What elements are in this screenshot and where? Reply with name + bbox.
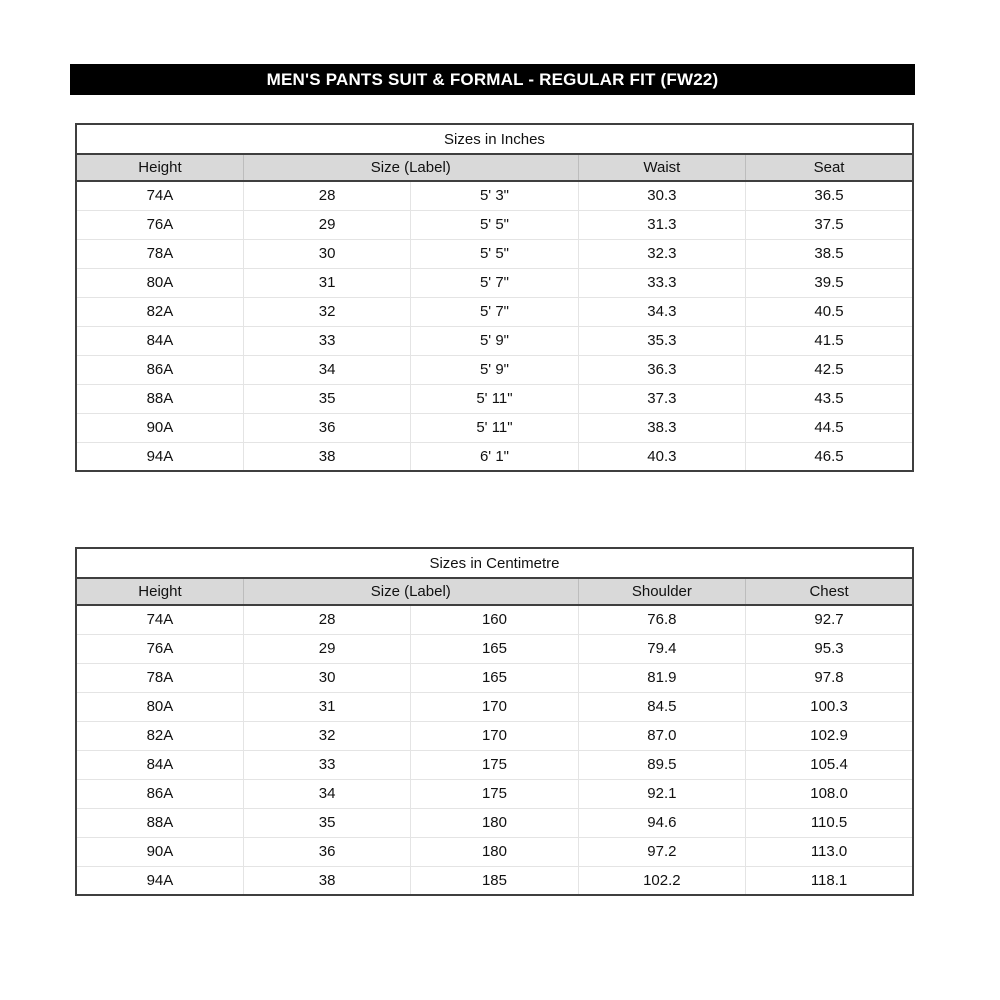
table-cell: 95.3 [746, 634, 913, 663]
table-cell: 165 [411, 663, 578, 692]
column-header-waist: Waist [578, 154, 745, 181]
table-cell: 110.5 [746, 808, 913, 837]
table-cell: 31 [243, 268, 410, 297]
table-row [76, 268, 913, 297]
table-cell: 76.8 [578, 605, 745, 634]
table-cell: 36 [243, 413, 410, 442]
column-header-chest: Chest [746, 578, 913, 605]
table-cell: 175 [411, 750, 578, 779]
table-row [76, 750, 913, 779]
table-row [76, 442, 913, 471]
table-cell: 88A [76, 808, 243, 837]
table-cell: 113.0 [746, 837, 913, 866]
table-cell: 78A [76, 239, 243, 268]
table-cell: 38.3 [578, 413, 745, 442]
table-cell: 36.3 [578, 355, 745, 384]
column-header-size-label: Size (Label) [243, 578, 578, 605]
table-cell: 94.6 [578, 808, 745, 837]
table-title: Sizes in Inches [76, 124, 913, 154]
table-cell: 105.4 [746, 750, 913, 779]
table-cell: 86A [76, 779, 243, 808]
table-cell: 30 [243, 239, 410, 268]
table-header-row [76, 154, 913, 181]
table-cell: 160 [411, 605, 578, 634]
table-cell: 46.5 [746, 442, 913, 471]
table-cell: 76A [76, 634, 243, 663]
table-cell: 81.9 [578, 663, 745, 692]
table-cell: 29 [243, 634, 410, 663]
table-cell: 30.3 [578, 181, 745, 210]
table-cell: 5' 3" [411, 181, 578, 210]
table-row [76, 692, 913, 721]
table-cell: 35 [243, 384, 410, 413]
table-cell: 35 [243, 808, 410, 837]
table-cell: 38.5 [746, 239, 913, 268]
table-cell: 29 [243, 210, 410, 239]
table-row [76, 808, 913, 837]
table-cell: 170 [411, 692, 578, 721]
table-cell: 84A [76, 326, 243, 355]
table-cell: 30 [243, 663, 410, 692]
table-cell: 87.0 [578, 721, 745, 750]
table-title-row [76, 124, 913, 154]
table-cell: 90A [76, 413, 243, 442]
table-cell: 37.3 [578, 384, 745, 413]
table-cell: 28 [243, 605, 410, 634]
table-row [76, 384, 913, 413]
table-cell: 44.5 [746, 413, 913, 442]
table-cell: 5' 7" [411, 297, 578, 326]
table-body [76, 605, 913, 895]
table-cell: 80A [76, 692, 243, 721]
column-header-height: Height [76, 154, 243, 181]
table-cell: 5' 9" [411, 355, 578, 384]
table-cell: 33 [243, 326, 410, 355]
sizes-in-centimetre-table [75, 547, 914, 896]
table-cell: 38 [243, 866, 410, 895]
table-cell: 165 [411, 634, 578, 663]
table-cell: 42.5 [746, 355, 913, 384]
table-row [76, 181, 913, 210]
table-cell: 94A [76, 866, 243, 895]
table-cell: 108.0 [746, 779, 913, 808]
table-cell: 33 [243, 750, 410, 779]
table-cell: 90A [76, 837, 243, 866]
table-row [76, 210, 913, 239]
table-cell: 102.9 [746, 721, 913, 750]
table-cell: 34 [243, 355, 410, 384]
table-cell: 180 [411, 837, 578, 866]
table-cell: 180 [411, 808, 578, 837]
table-cell: 40.3 [578, 442, 745, 471]
table-cell: 118.1 [746, 866, 913, 895]
table-row [76, 605, 913, 634]
table-cell: 74A [76, 181, 243, 210]
table-row [76, 779, 913, 808]
table-cell: 33.3 [578, 268, 745, 297]
table-cell: 5' 7" [411, 268, 578, 297]
sizes-in-inches-table [75, 123, 914, 472]
table-cell: 76A [76, 210, 243, 239]
column-header-shoulder: Shoulder [578, 578, 745, 605]
table-title: Sizes in Centimetre [76, 548, 913, 578]
table-cell: 100.3 [746, 692, 913, 721]
table-cell: 32 [243, 297, 410, 326]
table-row [76, 355, 913, 384]
table-cell: 35.3 [578, 326, 745, 355]
table-cell: 84A [76, 750, 243, 779]
table-cell: 5' 11" [411, 413, 578, 442]
table-cell: 5' 5" [411, 239, 578, 268]
table-cell: 78A [76, 663, 243, 692]
table-cell: 80A [76, 268, 243, 297]
table-cell: 40.5 [746, 297, 913, 326]
table-row [76, 866, 913, 895]
table-cell: 175 [411, 779, 578, 808]
table-cell: 6' 1" [411, 442, 578, 471]
table-cell: 79.4 [578, 634, 745, 663]
table-row [76, 297, 913, 326]
table-cell: 82A [76, 721, 243, 750]
table-cell: 5' 9" [411, 326, 578, 355]
table-cell: 89.5 [578, 750, 745, 779]
table-row [76, 413, 913, 442]
table-row [76, 634, 913, 663]
table-cell: 34 [243, 779, 410, 808]
table-cell: 32.3 [578, 239, 745, 268]
table-cell: 74A [76, 605, 243, 634]
table-cell: 84.5 [578, 692, 745, 721]
table-cell: 97.8 [746, 663, 913, 692]
table-cell: 97.2 [578, 837, 745, 866]
table-cell: 94A [76, 442, 243, 471]
table-cell: 38 [243, 442, 410, 471]
table-cell: 82A [76, 297, 243, 326]
table-cell: 5' 5" [411, 210, 578, 239]
table-cell: 37.5 [746, 210, 913, 239]
table-row [76, 239, 913, 268]
table-cell: 41.5 [746, 326, 913, 355]
table-cell: 170 [411, 721, 578, 750]
table-cell: 102.2 [578, 866, 745, 895]
table-row [76, 663, 913, 692]
table-header-row [76, 578, 913, 605]
table-cell: 36 [243, 837, 410, 866]
table-cell: 5' 11" [411, 384, 578, 413]
table-cell: 31 [243, 692, 410, 721]
table-row [76, 837, 913, 866]
table-cell: 185 [411, 866, 578, 895]
table-row [76, 326, 913, 355]
table-cell: 92.7 [746, 605, 913, 634]
table-cell: 28 [243, 181, 410, 210]
table-cell: 36.5 [746, 181, 913, 210]
table-body [76, 181, 913, 471]
table-cell: 86A [76, 355, 243, 384]
table-cell: 32 [243, 721, 410, 750]
column-header-seat: Seat [746, 154, 913, 181]
table-cell: 88A [76, 384, 243, 413]
page-title: MEN'S PANTS SUIT & FORMAL - REGULAR FIT (FW22) [70, 64, 915, 95]
table-cell: 43.5 [746, 384, 913, 413]
table-row [76, 721, 913, 750]
table-title-row [76, 548, 913, 578]
table-cell: 92.1 [578, 779, 745, 808]
column-header-size-label: Size (Label) [243, 154, 578, 181]
column-header-height: Height [76, 578, 243, 605]
table-cell: 34.3 [578, 297, 745, 326]
table-cell: 31.3 [578, 210, 745, 239]
table-cell: 39.5 [746, 268, 913, 297]
